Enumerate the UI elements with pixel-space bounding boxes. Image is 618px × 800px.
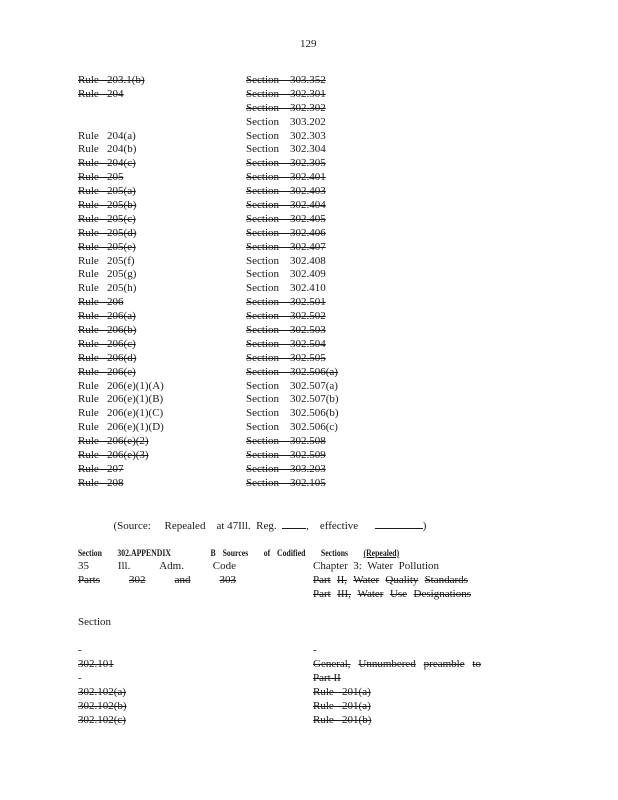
section-cell: Section 302.508 [246,435,326,448]
word: 302 [129,574,146,586]
rule-cell: Rule 206(e)(1)(B) [78,393,164,406]
section-cell: Section 302.506(a) [246,365,338,378]
dash: - [78,672,82,684]
word: Standards [424,574,468,586]
rule-cell: Rule 206(e)(3) [78,449,149,462]
section-item: 302.102(b) [78,700,127,712]
section-cell: Section 302.502 [246,310,326,323]
citation-line [78,559,236,573]
heading-repealed: (Repealed) [363,548,400,558]
section-cell: Section 302.505 [246,351,326,364]
word: Part [313,588,331,600]
rule-cell: Rule 206(e) [78,365,136,378]
rule-cell: Rule 206(e)(1)(C) [78,407,164,420]
section-cell: Section 302.105 [246,476,326,489]
dash: - [78,644,82,656]
section-item: 302.102(c) [78,714,126,726]
word: and [174,574,191,586]
word: 35 [78,560,89,572]
word: Parts [78,574,100,586]
rule-cell: Rule 205(a) [78,185,136,198]
section-cell: Section 302.406 [246,226,326,239]
section-cell: Section 302.302 [246,101,326,114]
parts-line [78,573,236,587]
rule-cell: Rule 205(c) [78,212,136,225]
section-column [246,74,339,491]
rule-cell: Rule 205(b) [78,199,137,212]
rule-item: Rule 201(b) [313,714,372,726]
word: II, [336,574,347,586]
section-cell: Section 302.401 [246,171,326,184]
section-cell: Section 302.304 [246,143,326,156]
rule-cell: Rule 204(b) [78,143,137,156]
source-reg: Reg. [256,520,277,532]
part-iii-line [313,587,471,601]
heading-appendix: 302.APPENDIX [117,548,171,558]
section-item: 302.101 [78,658,114,670]
dash: - [313,644,317,656]
rule-cell: Rule 206(c) [78,337,136,350]
rule-cell: Rule 205(h) [78,282,137,295]
section-cell: Section 302.403 [246,185,326,198]
word: Chapter [313,560,348,572]
section-cell: Section 302.408 [246,254,326,267]
word: preamble [423,658,465,670]
source-blank-date [375,518,423,529]
rule-cell [78,102,164,116]
general-line [313,657,481,671]
word: Unnumbered [358,658,416,670]
word: Quality [385,574,419,586]
section-cell: Section 302.507(b) [246,393,339,406]
section-cell: Section 302.506(c) [246,421,338,434]
rule-cell: Rule 205(e) [78,240,136,253]
section-cell: Section 303.352 [246,74,326,86]
part-ii-line [313,573,468,587]
word: Water [367,560,394,572]
source-close: ) [422,520,427,532]
rule-cell: Rule 208 [78,476,124,489]
word: General, [313,658,351,670]
section-cell: Section 302.501 [246,296,326,309]
section-cell: Section 302.301 [246,87,326,100]
rule-cell: Rule 206(b) [78,324,137,337]
source-note [108,505,426,533]
left-citation-block [78,559,236,727]
word: Code [212,560,236,572]
rule-cell: Rule 207 [78,462,124,475]
part-ii: Part II [313,672,341,684]
source-comma: , [306,520,309,532]
section-cell: Section 302.504 [246,337,326,350]
rule-cell: Rule 204(c) [78,157,136,170]
rule-item: Rule 201(a) [313,700,371,712]
rule-item: Rule 201(a) [313,686,371,698]
heading-sections: Sections [320,548,349,558]
rule-column [78,74,164,491]
section-cell: Section 302.404 [246,199,326,212]
rule-cell: Rule 206(a) [78,310,136,323]
source-blank-page [282,518,306,529]
rule-cell: Rule 206(e)(2) [78,435,149,448]
word: Water [353,574,380,586]
section-label: Section [78,616,111,628]
section-cell: Section 303.202 [246,115,326,128]
chapter-line [313,559,439,573]
source-effective: effective [319,520,359,532]
heading-section: Section [77,548,102,558]
word: Water [357,588,384,600]
section-cell: Section 302.410 [246,282,326,295]
word: to [472,658,481,670]
word: Adm. [159,560,184,572]
rule-cell: Rule 206(e)(1)(A) [78,379,164,392]
source-open: (Source: [113,520,151,532]
heading-b: B [210,548,216,558]
section-cell: Section 302.305 [246,157,326,170]
word: 3: [353,560,362,572]
word: Ill. [117,560,131,572]
right-source-block [313,559,481,727]
section-cell: Section 302.503 [246,324,326,337]
section-cell: Section 302.303 [246,129,326,142]
section-cell: Section 302.509 [246,449,326,462]
section-cell: Section 302.407 [246,240,326,253]
rule-cell [78,116,164,130]
rule-cell: Rule 205(d) [78,226,137,239]
rule-cell: Rule 204 [78,87,124,100]
section-cell: Section 302.507(a) [246,379,338,392]
section-cell: Section 302.506(b) [246,407,339,420]
word: 303 [219,574,236,586]
rule-cell: Rule 206 [78,296,124,309]
section-cell: Section 302.405 [246,212,326,225]
word: Use [389,588,408,600]
rule-cell: Rule 204(a) [78,129,136,142]
heading-codified: Codified [277,548,306,558]
word: III, [337,588,351,600]
rule-cell: Rule 205 [78,171,124,184]
rule-cell: Rule 206(d) [78,351,137,364]
section-cell: Section 303.203 [246,462,326,475]
appendix-heading [74,534,415,560]
source-repealed: Repealed [164,520,206,532]
word: Part [313,574,331,586]
page-number: 129 [300,38,317,50]
rule-cell: Rule 203.1(b) [78,74,145,86]
word: Pollution [398,560,439,572]
section-cell: Section 302.409 [246,268,326,281]
section-item: 302.102(a) [78,686,126,698]
rule-cell: Rule 205(g) [78,268,137,281]
heading-sources: Sources [222,548,249,558]
rule-cell: Rule 206(e)(1)(D) [78,421,164,434]
source-at: at 47Ill. [216,520,251,532]
heading-of: of [263,548,271,558]
word: Designations [413,588,471,600]
rule-cell: Rule 205(f) [78,254,135,267]
